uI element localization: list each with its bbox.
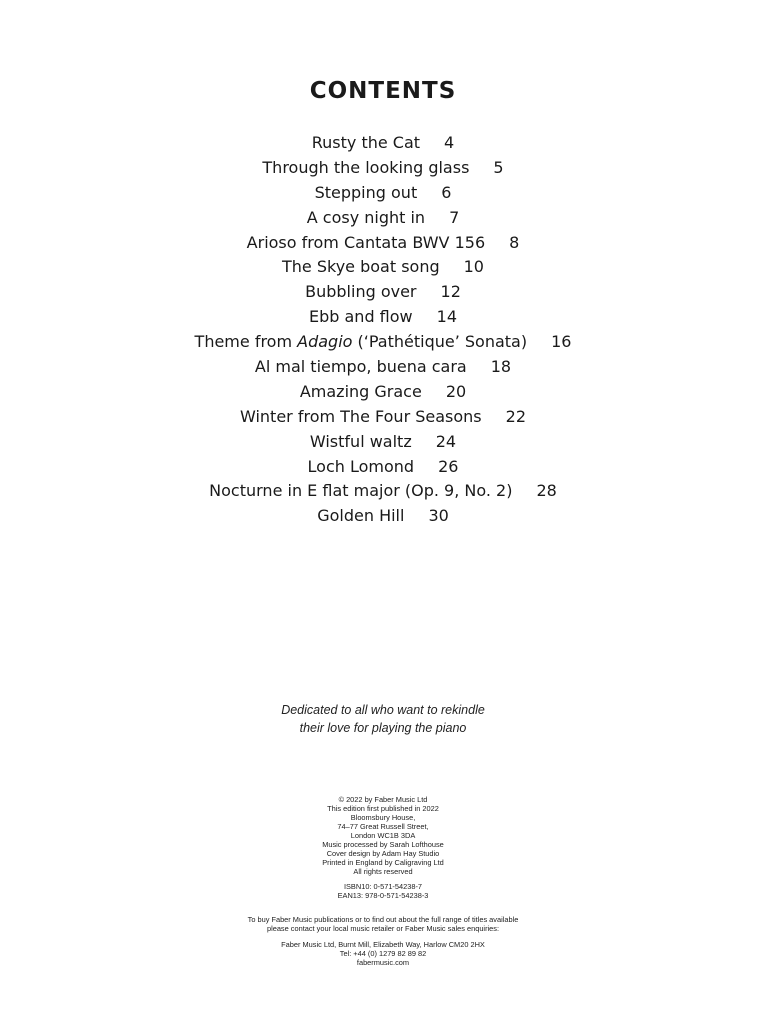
purchase-line: please contact your local music retailer or Faber Music sales enquiries: [266,924,500,933]
entry-title: The Skye boat song [282,257,440,277]
entry-page-number: 30 [428,506,449,526]
entry-title: Arioso from Cantata BWV 156 [246,232,486,252]
entry-page-number: 14 [436,307,457,327]
publisher-phone: Tel: +44 (0) 1279 82 89 82 [339,949,427,958]
entry-page-number: 20 [445,381,467,401]
entry-title: Winter from The Four Seasons [240,406,482,426]
entry-title: Nocturne in E flat major (Op. 9, No. 2) [209,481,513,501]
publisher-website: fabermusic.com [356,958,410,967]
publisher-contact [0,940,766,967]
contents-entry [0,231,766,256]
contents-entry [0,206,766,231]
contents-entry [0,330,766,355]
copyright-block [0,795,766,876]
imprint-line: All rights reserved [353,867,413,876]
dedication-line: Dedicated to all who want to rekindle [281,703,485,717]
entry-page-number: 26 [438,456,459,476]
entry-page-number: 7 [449,207,460,227]
entry-title: Golden Hill [317,506,405,526]
ean13: EAN13: 978-0-571-54238-3 [337,891,429,900]
entry-title: Rusty the Cat [311,133,421,152]
contents-entry [0,405,766,430]
entry-page-number: 6 [441,182,452,202]
purchase-info [0,915,766,933]
entry-page-number: 28 [536,481,557,501]
imprint-line: Bloomsbury House, [350,813,416,822]
entry-title-suffix: (‘Pathétique’ Sonata) [352,332,528,352]
contents-entry [0,479,766,504]
contents-entry [0,181,766,206]
entry-title: Bubbling over [305,282,417,302]
publisher-address: Faber Music Ltd, Burnt Mill, Elizabeth Way, Harlow CM20 2HX [281,940,485,949]
contents-entry [0,131,766,156]
entry-title: Wistful waltz [309,431,412,451]
entry-title: Through the looking glass [262,157,470,177]
entry-page-number: 5 [493,157,504,177]
imprint-line: 74–77 Great Russell Street, [337,822,429,831]
isbn-block [0,882,766,900]
entry-page-number: 12 [440,282,461,302]
entry-page-number: 4 [444,133,455,152]
imprint-line: London WC1B 3DA [350,831,416,840]
entry-title-italic: Adagio [297,332,353,352]
entry-page-number: 10 [463,257,484,277]
imprint-line: Music processed by Sarah Lofthouse [322,840,444,849]
entry-page-number: 24 [435,431,457,451]
entry-page-number: 22 [505,406,526,426]
contents-entry [0,430,766,455]
contents-entry [0,305,766,330]
entry-page-number: 18 [490,357,512,377]
contents-list [0,131,766,529]
imprint-line: © 2022 by Faber Music Ltd [338,795,428,804]
contents-entry [0,380,766,405]
dedication-line: their love for playing the piano [299,721,467,735]
isbn10: ISBN10: 0-571-54238-7 [343,882,423,891]
contents-entry [0,504,766,529]
entry-title: A cosy night in [306,207,426,227]
contents-entry [0,355,766,380]
entry-page-number: 16 [551,332,572,352]
imprint-line: Printed in England by Caligraving Ltd [322,858,444,867]
contents-entry [0,255,766,280]
dedication [0,701,766,737]
page-title: CONTENTS [309,78,457,104]
entry-title-prefix: Theme from [194,332,298,352]
imprint-line: This edition first published in 2022 [327,804,439,813]
entry-page-number: 8 [509,232,520,252]
entry-title: Al mal tiempo, buena cara [254,357,467,377]
purchase-line: To buy Faber Music publications or to find out about the full range of titles available [247,915,519,924]
contents-entry [0,455,766,480]
entry-title: Stepping out [314,182,418,202]
entry-title: Loch Lomond [307,456,415,476]
entry-title: Ebb and flow [308,307,413,327]
contents-entry [0,280,766,305]
entry-title [195,332,528,351]
entry-title: Amazing Grace [299,381,422,401]
imprint-line: Cover design by Adam Hay Studio [326,849,440,858]
contents-entry [0,156,766,181]
